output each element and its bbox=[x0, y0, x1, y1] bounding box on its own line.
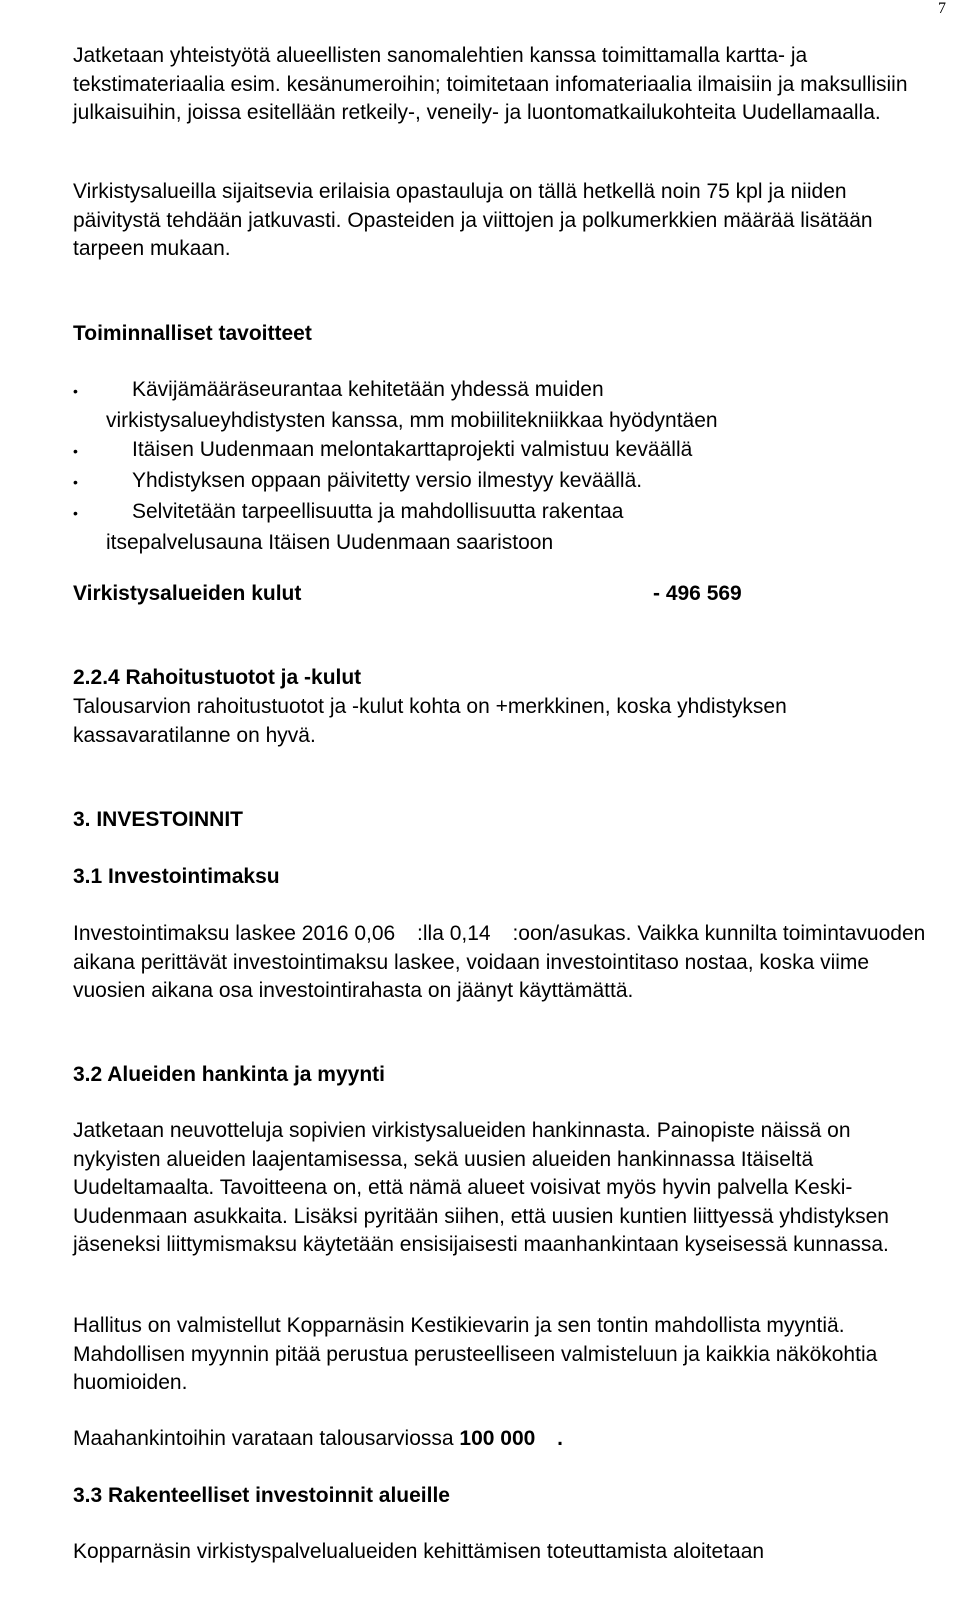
list-item-continuation: virkistysalueyhdistysten kanssa, mm mobiilitekniikkaa hyödyntäen bbox=[106, 409, 718, 432]
list-item bbox=[73, 375, 933, 406]
maahankinta-suffix: . bbox=[557, 1427, 564, 1450]
heading-toiminnalliset-tavoitteet: Toiminnalliset tavoitteet bbox=[73, 322, 312, 345]
paragraph-opasteet: Virkistysalueilla sijaitsevia erilaisia opastauluja on tällä hetkellä noin 75 kpl ja niiden päivitystä tehdään jatkuvasti. Opasteiden ja viittojen ja polkumerkkien määrää lisätään tarpeen mukaan. bbox=[73, 180, 873, 260]
paragraph-3-1-part2: :lla 0,14 bbox=[417, 922, 497, 945]
paragraph-2-2-4: Talousarvion rahoitustuotot ja -kulut kohta on +merkkinen, koska yhdistyksen kassavaratilanne on hyvä. bbox=[73, 695, 787, 747]
virkistysalueiden-kulut-row bbox=[73, 580, 793, 608]
bullet-icon: • bbox=[73, 474, 78, 490]
bullet-icon: • bbox=[73, 443, 78, 459]
heading-2-2-4: 2.2.4 Rahoitustuotot ja -kulut bbox=[73, 666, 362, 689]
kulut-label: Virkistysalueiden kulut bbox=[73, 582, 302, 605]
paragraph-3-1 bbox=[73, 920, 933, 1006]
paragraph-intro: Jatketaan yhteistyötä alueellisten sanomalehtien kanssa toimittamalla kartta- ja tekstimateriaalia esim. kesänumeroihin; toimitetaan infomateriaalia ilmaisiin ja maksullisiin julkaisuihin, joissa esitellään retkeily-, veneily- ja luontomatkailukohteita Uudellamaalla. bbox=[73, 44, 908, 124]
paragraph-3-3: Kopparnäsin virkistyspalvelualueiden kehittämisen toteuttamista aloitetaan bbox=[73, 1540, 765, 1563]
maahankinta-amount: 100 000 bbox=[459, 1427, 536, 1450]
list-item-text: Selvitetään tarpeellisuutta ja mahdollisuutta rakentaa bbox=[132, 500, 624, 523]
paragraph-3-2-c-text: Maahankintoihin varataan talousarviossa bbox=[73, 1427, 460, 1450]
list-item-text: Kävijämääräseurantaa kehitetään yhdessä muiden bbox=[132, 378, 604, 401]
paragraph-3-1-part1: Investointimaksu laskee 2016 0,06 bbox=[73, 922, 402, 945]
kulut-value-group bbox=[653, 580, 764, 608]
page-number: 7 bbox=[938, 0, 946, 17]
list-item-continuation: itsepalvelusauna Itäisen Uudenmaan saaristoon bbox=[106, 531, 554, 554]
paragraph-3-2-a: Jatketaan neuvotteluja sopivien virkistysalueiden hankinnasta. Painopiste näissä on nykyisten alueiden laajentamisessa, sekä uusien alueiden hankinnassa Itäiseltä Uudeltamaalta. Tavoitteena on, että nämä alueet voisivat myös hyvin palvella Keski-Uudenmaan asukkaita. Lisäksi pyritään siihen, että uusien kuntien liittyessä yhdistyksen jäseneksi liittymismaksu käytetään ensisijaisesti maanhankintaan kyseisessä kunnassa. bbox=[73, 1119, 889, 1256]
heading-3-2: 3.2 Alueiden hankinta ja myynti bbox=[73, 1063, 385, 1086]
paragraph-3-2-c bbox=[73, 1425, 933, 1454]
list-item-text: Itäisen Uudenmaan melontakarttaprojekti valmistuu keväällä bbox=[132, 438, 693, 461]
heading-3-investoinnit: 3. INVESTOINNIT bbox=[73, 808, 243, 831]
heading-3-1: 3.1 Investointimaksu bbox=[73, 865, 280, 888]
bullet-icon: • bbox=[73, 505, 78, 521]
bullet-list bbox=[73, 375, 933, 557]
list-item bbox=[73, 435, 933, 466]
paragraph-3-1-part3: :oon/asukas. Vaikka kunnilta toimintavuoden aikana perittävät investointimaksu laskee, voidaan investointitaso nostaa, koska viime vuosien aikana osa investointirahasta on jäänyt käyttämättä. bbox=[73, 922, 926, 1002]
bullet-icon: • bbox=[73, 383, 78, 399]
kulut-value: - 496 569 bbox=[653, 582, 742, 605]
list-item bbox=[73, 497, 933, 528]
heading-3-3: 3.3 Rakenteelliset investoinnit alueille bbox=[73, 1484, 450, 1507]
list-item bbox=[73, 466, 933, 497]
paragraph-3-2-b: Hallitus on valmistellut Kopparnäsin Kestikievarin ja sen tontin mahdollista myyntiä. Mahdollisen myynnin pitää perustua perusteelliseen valmisteluun ja kaikkia näkökohtia huomioiden. bbox=[73, 1314, 878, 1394]
list-item-text: Yhdistyksen oppaan päivitetty versio ilmestyy keväällä. bbox=[132, 469, 643, 492]
